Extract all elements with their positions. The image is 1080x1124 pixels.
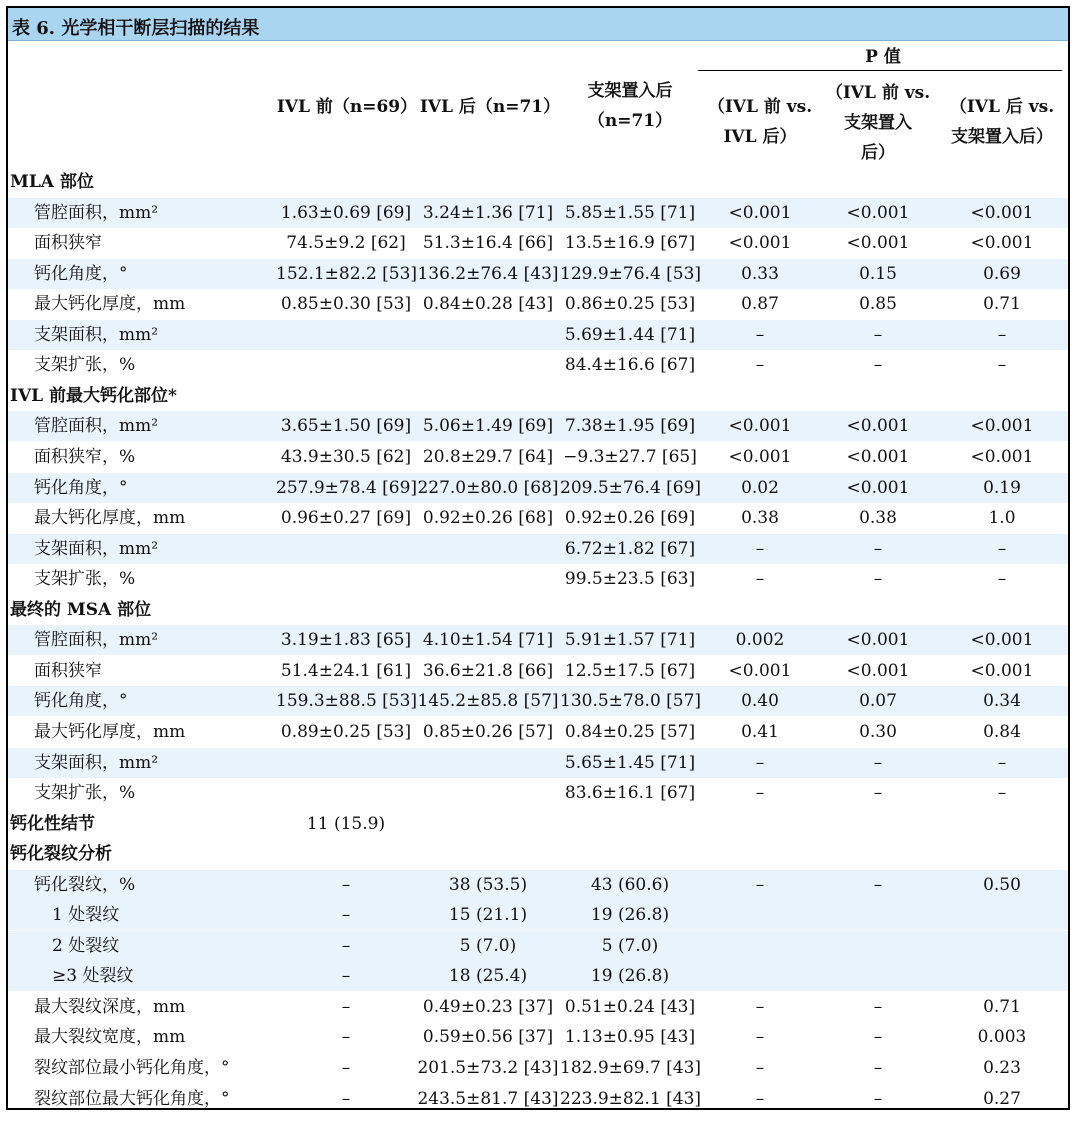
p-pre-ivl-vs-stent-cell: 0.85 [859, 294, 897, 315]
post-stent-cell: 13.5±16.9 [67] [564, 233, 696, 254]
header-p-value-rule [698, 70, 1062, 71]
p-pre-ivl-vs-stent-cell [820, 961, 936, 991]
pre-ivl-cell: 159.3±88.5 [53] [276, 691, 418, 712]
table-row [8, 870, 1068, 900]
p-pre-vs-post-ivl-cell [700, 931, 820, 961]
post-stent-cell: 0.51±0.24 [43] [564, 996, 696, 1017]
post-stent-cell: 5.69±1.44 [71] [564, 324, 696, 345]
table-row [8, 900, 1068, 930]
p-post-ivl-vs-stent-cell: 0.50 [983, 874, 1021, 895]
section-row [8, 809, 1068, 839]
post-ivl-cell: 5.06±1.49 [69] [422, 416, 554, 437]
post-ivl-cell [416, 534, 560, 564]
post-ivl-cell: 243.5±81.7 [43] [417, 1088, 559, 1109]
p-pre-vs-post-ivl-cell: – [755, 996, 765, 1017]
p-post-ivl-vs-stent-cell: – [997, 538, 1007, 559]
section-label: 钙化裂纹分析 [10, 844, 112, 865]
post-ivl-cell [416, 778, 560, 808]
table-row [8, 1084, 1068, 1114]
section-label: 钙化性结节 [10, 813, 95, 834]
row-label: 管腔面积，mm² [34, 202, 159, 223]
row-label: 支架面积，mm² [34, 752, 159, 773]
post-stent-cell: 7.38±1.95 [69] [564, 416, 696, 437]
p-pre-ivl-vs-stent-cell: 0.07 [859, 691, 897, 712]
p-pre-vs-post-ivl-cell: – [755, 1088, 765, 1109]
p-pre-ivl-vs-stent-cell: <0.001 [846, 446, 910, 467]
pre-ivl-cell: – [341, 1027, 351, 1048]
header-p2-line2: 支架置入 [844, 113, 912, 133]
post-stent-cell: 5.65±1.45 [71] [564, 752, 696, 773]
p-pre-vs-post-ivl-cell: 0.33 [741, 263, 779, 284]
pre-ivl-cell [276, 320, 416, 350]
section-row [8, 167, 1068, 197]
p-post-ivl-vs-stent-cell [936, 900, 1068, 930]
row-label: 支架扩张，% [34, 355, 136, 376]
p-pre-vs-post-ivl-cell: – [755, 1027, 765, 1048]
post-stent-cell: 0.84±0.25 [57] [564, 721, 696, 742]
row-label: 钙化角度，° [34, 477, 128, 498]
post-ivl-cell [416, 350, 560, 380]
p-pre-vs-post-ivl-cell: 0.38 [741, 508, 779, 529]
p-pre-ivl-vs-stent-cell: – [873, 569, 883, 590]
post-ivl-cell: 0.84±0.28 [43] [422, 294, 554, 315]
post-stent-cell: 84.4±16.6 [67] [564, 355, 696, 376]
post-ivl-cell: 0.85±0.26 [57] [422, 721, 554, 742]
p-pre-vs-post-ivl-cell: – [755, 783, 765, 803]
row-label: 面积狭窄 [34, 233, 102, 254]
p-post-ivl-vs-stent-cell: 0.27 [983, 1088, 1021, 1109]
row-label: 裂纹部位最小钙化角度，° [34, 1058, 230, 1078]
table-row [8, 289, 1068, 319]
row-label: 面积狭窄 [34, 660, 102, 681]
post-ivl-cell [416, 564, 560, 594]
p-pre-vs-post-ivl-cell: – [755, 538, 765, 559]
header-p2-line1: （IVL 前 vs. [825, 83, 931, 103]
post-stent-cell: 5.85±1.55 [71] [564, 202, 696, 223]
row-label: 最大裂纹宽度，mm [34, 1027, 186, 1048]
table-row [8, 778, 1068, 808]
p-pre-ivl-vs-stent-cell: – [873, 783, 883, 803]
pre-ivl-cell: 43.9±30.5 [62] [280, 446, 412, 467]
p-pre-vs-post-ivl-cell: <0.001 [728, 416, 792, 437]
row-label: 支架扩张，% [34, 569, 136, 590]
pre-ivl-cell: 3.65±1.50 [69] [280, 416, 412, 437]
pre-ivl-cell: 0.96±0.27 [69] [280, 508, 412, 529]
post-ivl-cell: 38 (53.5) [448, 874, 528, 895]
p-post-ivl-vs-stent-cell: – [997, 355, 1007, 376]
pre-ivl-cell [276, 534, 416, 564]
post-stent-cell: 182.9±69.7 [43] [560, 1058, 702, 1078]
pre-ivl-cell: – [341, 1088, 351, 1109]
header-p3-line1: （IVL 后 vs. [949, 97, 1055, 117]
p-pre-vs-post-ivl-cell: – [755, 355, 765, 376]
row-label: ≥3 处裂纹 [52, 966, 134, 987]
pre-ivl-cell: – [341, 874, 351, 895]
table-row [8, 350, 1068, 380]
row-label: 支架扩张，% [34, 783, 136, 803]
row-label: 最大钙化厚度，mm [34, 508, 186, 529]
post-stent-cell: 99.5±23.5 [63] [564, 569, 696, 590]
p-post-ivl-vs-stent-cell: 0.71 [983, 996, 1021, 1017]
post-stent-cell: 130.5±78.0 [57] [560, 691, 702, 712]
p-pre-vs-post-ivl-cell: 0.40 [741, 691, 779, 712]
p-post-ivl-vs-stent-cell: 0.84 [983, 721, 1021, 742]
table-row [8, 442, 1068, 472]
section-label: 最终的 MSA 部位 [10, 599, 152, 620]
pre-ivl-cell: 152.1±82.2 [53] [276, 263, 418, 284]
post-stent-cell: 19 (26.8) [590, 905, 670, 926]
post-ivl-cell: 51.3±16.4 [66] [422, 233, 554, 254]
row-label: 支架面积，mm² [34, 324, 159, 345]
p-pre-vs-post-ivl-cell: <0.001 [728, 202, 792, 223]
post-ivl-cell: 15 (21.1) [448, 905, 528, 926]
row-label: 最大裂纹深度，mm [34, 996, 186, 1017]
table-row [8, 1053, 1068, 1083]
post-stent-cell: 0.86±0.25 [53] [564, 294, 696, 315]
post-ivl-cell: 5 (7.0) [459, 935, 517, 956]
post-ivl-cell [416, 320, 560, 350]
pre-ivl-cell: – [341, 1058, 351, 1078]
p-post-ivl-vs-stent-cell: 0.34 [983, 691, 1021, 712]
row-label: 面积狭窄，% [34, 446, 136, 467]
p-post-ivl-vs-stent-cell: 0.69 [983, 263, 1021, 284]
row-label: 1 处裂纹 [52, 905, 120, 926]
p-pre-ivl-vs-stent-cell: <0.001 [846, 477, 910, 498]
row-label: 管腔面积，mm² [34, 630, 159, 651]
post-ivl-cell: 136.2±76.4 [43] [417, 263, 559, 284]
post-ivl-cell [416, 748, 560, 778]
p-pre-ivl-vs-stent-cell: 0.38 [859, 508, 897, 529]
post-stent-cell: 83.6±16.1 [67] [564, 783, 696, 803]
pre-ivl-cell: 51.4±24.1 [61] [280, 660, 412, 681]
p-post-ivl-vs-stent-cell [936, 931, 1068, 961]
p-post-ivl-vs-stent-cell: – [997, 324, 1007, 345]
p-pre-ivl-vs-stent-cell: <0.001 [846, 233, 910, 254]
p-pre-vs-post-ivl-cell: <0.001 [728, 233, 792, 254]
p-pre-ivl-vs-stent-cell: <0.001 [846, 202, 910, 223]
table-row [8, 1022, 1068, 1052]
pre-ivl-cell: 0.89±0.25 [53] [280, 721, 412, 742]
p-pre-vs-post-ivl-cell: 0.87 [741, 294, 779, 315]
row-label: 2 处裂纹 [52, 935, 120, 956]
p-pre-ivl-vs-stent-cell: <0.001 [846, 660, 910, 681]
row-label: 裂纹部位最大钙化角度，° [34, 1088, 230, 1109]
post-ivl-cell: 4.10±1.54 [71] [422, 630, 554, 651]
row-label: 最大钙化厚度，mm [34, 721, 186, 742]
p-post-ivl-vs-stent-cell: <0.001 [970, 202, 1034, 223]
row-label: 钙化角度，° [34, 691, 128, 712]
pre-ivl-cell [276, 778, 416, 808]
table-row [8, 320, 1068, 350]
pre-ivl-cell [276, 350, 416, 380]
pre-ivl-cell: 74.5±9.2 [62] [286, 233, 406, 254]
table-row [8, 931, 1068, 961]
post-ivl-cell: 201.5±73.2 [43] [417, 1058, 559, 1078]
p-pre-vs-post-ivl-cell: 0.02 [741, 477, 779, 498]
p-pre-vs-post-ivl-cell: <0.001 [728, 660, 792, 681]
table-row [8, 564, 1068, 594]
p-post-ivl-vs-stent-cell: <0.001 [970, 416, 1034, 437]
table-title-bar [8, 8, 1068, 41]
header-p2-line3: 后） [861, 143, 895, 163]
post-ivl-cell: 3.24±1.36 [71] [422, 202, 554, 223]
section-row [8, 839, 1068, 869]
section-label: IVL 前最大钙化部位* [10, 385, 177, 406]
p-post-ivl-vs-stent-cell: <0.001 [970, 233, 1034, 254]
p-pre-ivl-vs-stent-cell: – [873, 355, 883, 376]
pre-ivl-cell: 3.19±1.83 [65] [280, 630, 412, 651]
table-row [8, 259, 1068, 289]
header-p-value-group: P 值 [865, 47, 901, 67]
p-pre-vs-post-ivl-cell: 0.002 [735, 630, 785, 651]
header-p1-line2: IVL 后） [723, 127, 797, 147]
post-ivl-cell: 227.0±80.0 [68] [417, 477, 559, 498]
row-label: 最大钙化厚度，mm [34, 294, 186, 315]
p-pre-vs-post-ivl-cell: – [755, 752, 765, 773]
post-ivl-cell: 0.92±0.26 [68] [422, 508, 554, 529]
post-stent-cell: 12.5±17.5 [67] [564, 660, 696, 681]
p-post-ivl-vs-stent-cell [936, 961, 1068, 991]
p-pre-vs-post-ivl-cell: – [755, 1058, 765, 1078]
p-pre-vs-post-ivl-cell: – [755, 569, 765, 590]
p-pre-ivl-vs-stent-cell: <0.001 [846, 630, 910, 651]
table-row [8, 473, 1068, 503]
section-row [8, 595, 1068, 625]
table-frame [6, 6, 1070, 1110]
p-pre-vs-post-ivl-cell: – [755, 874, 765, 895]
p-pre-ivl-vs-stent-cell: – [873, 1027, 883, 1048]
table-row [8, 534, 1068, 564]
header-col-post-stent-line2: （n=71） [587, 111, 673, 131]
pre-ivl-cell: – [341, 996, 351, 1017]
header-col-post-stent-line1: 支架置入后 [587, 81, 673, 101]
p-pre-ivl-vs-stent-cell [820, 900, 936, 930]
table-row [8, 748, 1068, 778]
header-p1-line1: （IVL 前 vs. [707, 97, 813, 117]
table-row [8, 656, 1068, 686]
p-pre-ivl-vs-stent-cell: 0.30 [859, 721, 897, 742]
p-post-ivl-vs-stent-cell: <0.001 [970, 660, 1034, 681]
post-ivl-cell: 18 (25.4) [448, 966, 528, 987]
section-label: MLA 部位 [10, 172, 94, 192]
pre-ivl-cell: – [341, 905, 351, 926]
p-pre-vs-post-ivl-cell: <0.001 [728, 446, 792, 467]
p-pre-vs-post-ivl-cell: – [755, 324, 765, 345]
post-ivl-cell: 20.8±29.7 [64] [422, 446, 554, 467]
post-stent-cell: 5 (7.0) [601, 935, 659, 956]
post-stent-cell: 0.92±0.26 [69] [564, 508, 696, 529]
p-post-ivl-vs-stent-cell: <0.001 [970, 630, 1034, 651]
header-col-pre-ivl: IVL 前（n=69） [276, 97, 418, 117]
post-stent-cell: 1.13±0.95 [43] [564, 1027, 696, 1048]
pre-ivl-cell: 11 (15.9) [306, 813, 386, 834]
p-pre-ivl-vs-stent-cell: – [873, 538, 883, 559]
section-row [8, 381, 1068, 411]
header-col-post-ivl: IVL 后（n=71） [419, 97, 561, 117]
table-row [8, 686, 1068, 716]
row-label: 管腔面积，mm² [34, 416, 159, 437]
post-ivl-cell: 145.2±85.8 [57] [417, 691, 559, 712]
p-post-ivl-vs-stent-cell: 0.19 [983, 477, 1021, 498]
p-pre-vs-post-ivl-cell [700, 961, 820, 991]
pre-ivl-cell: – [341, 935, 351, 956]
table-row [8, 503, 1068, 533]
post-stent-cell: 5.91±1.57 [71] [564, 630, 696, 651]
post-stent-cell: 129.9±76.4 [53] [560, 263, 702, 284]
table-row [8, 992, 1068, 1022]
post-ivl-cell: 0.59±0.56 [37] [422, 1027, 554, 1048]
pre-ivl-cell: – [341, 966, 351, 987]
table-row [8, 961, 1068, 991]
pre-ivl-cell [276, 564, 416, 594]
table-row [8, 198, 1068, 228]
p-post-ivl-vs-stent-cell: – [997, 569, 1007, 590]
p-post-ivl-vs-stent-cell: 0.23 [983, 1058, 1021, 1078]
p-pre-ivl-vs-stent-cell: <0.001 [846, 416, 910, 437]
p-pre-vs-post-ivl-cell: 0.41 [741, 721, 779, 742]
post-stent-cell: 209.5±76.4 [69] [560, 477, 702, 498]
table-row [8, 411, 1068, 441]
p-pre-vs-post-ivl-cell [700, 900, 820, 930]
pre-ivl-cell [276, 748, 416, 778]
p-pre-ivl-vs-stent-cell: – [873, 1058, 883, 1078]
table-row [8, 228, 1068, 258]
p-pre-ivl-vs-stent-cell: – [873, 324, 883, 345]
p-post-ivl-vs-stent-cell: 1.0 [988, 508, 1016, 529]
row-label: 支架面积，mm² [34, 538, 159, 559]
pre-ivl-cell: 257.9±78.4 [69] [276, 477, 418, 498]
post-ivl-cell: 36.6±21.8 [66] [422, 660, 554, 681]
table-title: 表 6. 光学相干断层扫描的结果 [12, 18, 260, 39]
p-post-ivl-vs-stent-cell: – [997, 783, 1007, 803]
p-post-ivl-vs-stent-cell: 0.003 [977, 1027, 1027, 1048]
p-pre-ivl-vs-stent-cell [820, 931, 936, 961]
p-post-ivl-vs-stent-cell: <0.001 [970, 446, 1034, 467]
table-row [8, 625, 1068, 655]
table-row [8, 717, 1068, 747]
row-label: 钙化角度，° [34, 263, 128, 284]
p-pre-ivl-vs-stent-cell: – [873, 752, 883, 773]
pre-ivl-cell: 1.63±0.69 [69] [280, 202, 412, 223]
post-stent-cell: −9.3±27.7 [65] [563, 446, 697, 467]
p-pre-ivl-vs-stent-cell: – [873, 996, 883, 1017]
pre-ivl-cell: 0.85±0.30 [53] [280, 294, 412, 315]
header-p3-line2: 支架置入后） [951, 127, 1053, 147]
p-pre-ivl-vs-stent-cell: – [873, 874, 883, 895]
row-label: 钙化裂纹，% [34, 874, 136, 895]
p-pre-ivl-vs-stent-cell: – [873, 1088, 883, 1109]
p-post-ivl-vs-stent-cell: – [997, 752, 1007, 773]
post-stent-cell: 43 (60.6) [590, 874, 670, 895]
post-stent-cell: 6.72±1.82 [67] [564, 538, 696, 559]
post-stent-cell: 19 (26.8) [590, 966, 670, 987]
post-ivl-cell: 0.49±0.23 [37] [422, 996, 554, 1017]
p-post-ivl-vs-stent-cell: 0.71 [983, 294, 1021, 315]
post-stent-cell: 223.9±82.1 [43] [560, 1088, 702, 1109]
p-pre-ivl-vs-stent-cell: 0.15 [859, 263, 897, 284]
